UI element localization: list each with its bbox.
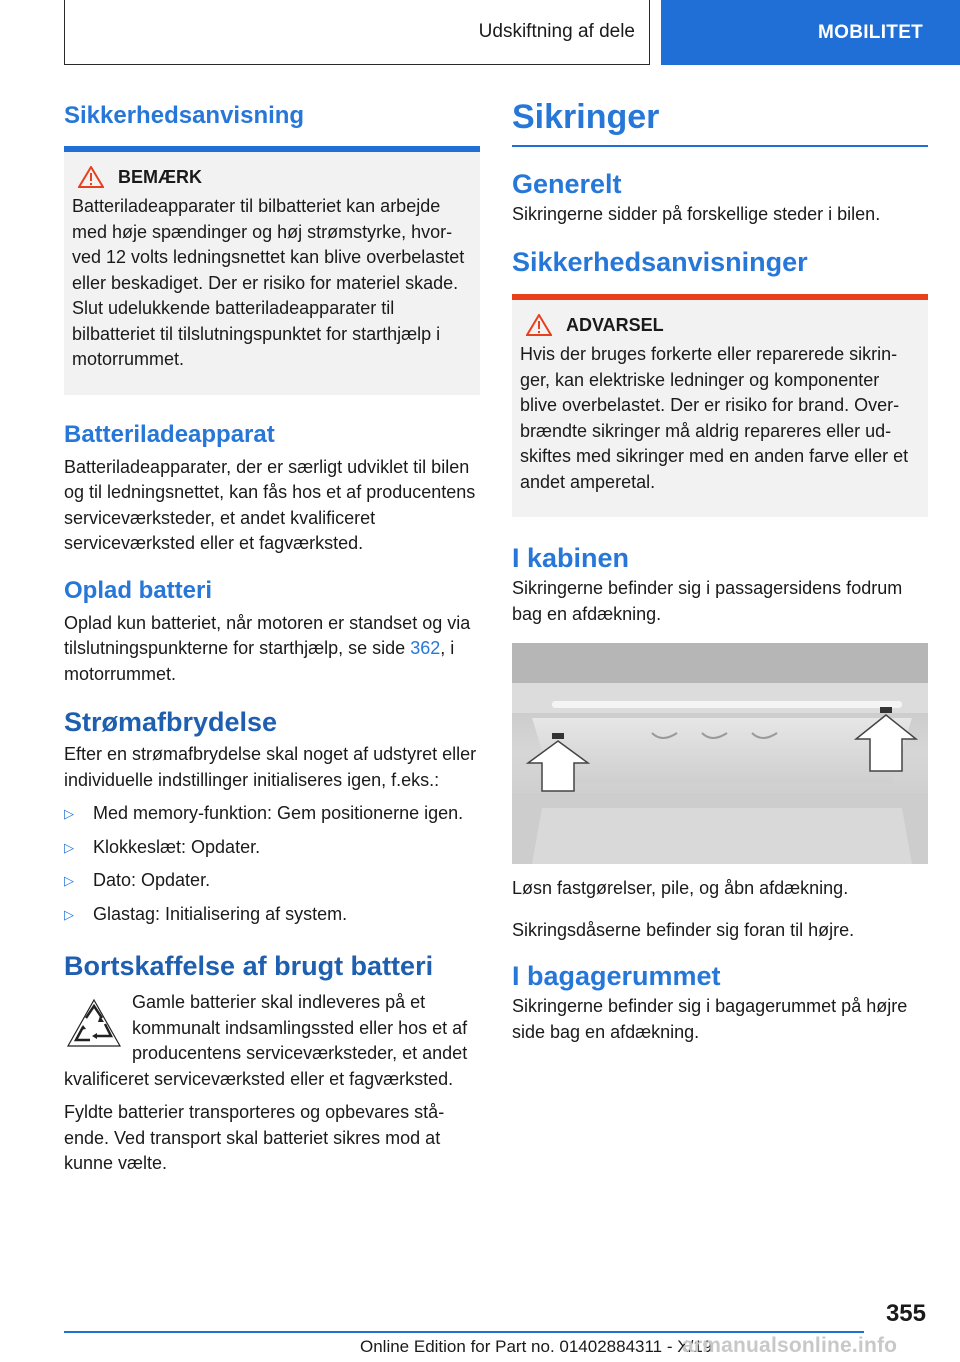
triangle-bullet-icon: ▷ (64, 906, 74, 922)
triangle-bullet-icon: ▷ (64, 806, 74, 821)
left-column (64, 98, 480, 1177)
cabin-text: Sikringerne befinder sig i passagersidens fodrum bag en afdækning. (512, 578, 903, 624)
notice-label: BEMÆRK (118, 166, 202, 187)
fuse-cover-illustration (512, 643, 928, 864)
safety-heading: Sikkerhedsanvisning (64, 102, 305, 129)
disposal-block (64, 990, 480, 1092)
fuse-cover-photo (512, 643, 928, 864)
safety-instructions-heading: Sikkerhedsanvisninger (512, 247, 808, 277)
power-list (64, 801, 480, 927)
power-text: Efter en strømafbrydelse skal noget af udstyret eller individuelle indstillinger initialiseres igen, f.eks.: (64, 744, 477, 790)
list-item (64, 835, 480, 861)
charge-text-a: Oplad kun batteriet, når motoren er standset og via tilslutningspunkterne for starthjælp, se side (64, 612, 471, 658)
transport-text: Fyldte batterier transporteres og opbevares stående. Ved transport skal batteriet sikres mod at kunne vælte. (64, 1102, 445, 1173)
footer-edition: Online Edition for Part no. 01402884311 - X/19 (360, 1337, 713, 1356)
general-heading: Generelt (512, 168, 622, 199)
photo-caption: Løsn fastgørelser, pile, og åbn afdækning. (512, 878, 849, 898)
list-item-text: Klokkeslæt: Opdater. (93, 836, 261, 857)
watermark: armanualsonline.info (682, 1334, 898, 1357)
list-item (64, 902, 480, 928)
page-link-362[interactable]: 362 (410, 638, 441, 658)
footer-rule (64, 1331, 864, 1333)
warning-box (512, 300, 928, 517)
header-chapter-tab (661, 0, 960, 65)
cabin-heading: I kabinen (512, 543, 630, 573)
list-item-text: Glastag: Initialisering af system. (93, 903, 348, 924)
charge-text (64, 611, 480, 688)
disposal-heading: Bortskaffelse af brugt batteri (64, 951, 434, 981)
recycle-icon (64, 996, 124, 1056)
list-item-text: Dato: Opdater. (93, 870, 211, 890)
general-text: Sikringerne sidder på forskellige steder i bilen. (512, 203, 881, 224)
charger-heading: Batteriladeapparat (64, 420, 275, 448)
disposal-text: Gamle batterier skal indleveres på et kommunalt indsamlingssted eller hos et af producentens serviceværksteder, et andet kvalificeret serviceværksted eller et fagværksted. (64, 992, 468, 1089)
page-number: 355 (885, 1300, 926, 1327)
warning-triangle-icon (78, 166, 104, 188)
charger-text: Batteriladeapparater, der er særligt udviklet til bilen og til ledningsnettet, kan fås hos et af producentens serviceværksteder, et andet kvalificeret serviceværksted eller et fagværksted. (64, 456, 476, 553)
notice-text: Batteriladeapparater til bilbatteriet kan arbejde med høje spændinger og høj strømstyrke, hvorved 12 volts ledningsnettet kan blive overbelastet eller beskadiget. Der er risiko for materiel skade. Slut udelukkende batteriladeapparater til bilbatteriet til tilslutningspunktet for starthjælp i motorrummet. (72, 196, 465, 369)
triangle-bullet-icon: ▷ (64, 873, 74, 888)
charge-heading: Oplad batteri (64, 576, 213, 604)
main-heading: Sikringer (512, 98, 660, 136)
header-section-title: Udskiftning af dele (478, 21, 635, 42)
notice-box (64, 152, 480, 395)
cabin-text-2: Sikringsdåserne befinder sig foran til højre. (512, 919, 855, 940)
list-item (64, 801, 480, 827)
list-item-text: Med memory-funktion: Gem positionerne igen. (93, 803, 464, 823)
trunk-heading: I bagagerummet (512, 961, 721, 991)
warning-label: ADVARSEL (566, 314, 664, 335)
power-heading: Strømafbrydelse (64, 707, 278, 737)
main-heading-rule (512, 145, 928, 147)
warning-text: Hvis der bruges forkerte eller reparerede sikringer, kan elektriske ledninger og komponenter blive overbelastet. Der er risiko for brand. Overbrændte sikringer må aldrig repareres eller udskiftes med sikringer med en anden farve eller et andet amperetal. (520, 344, 909, 492)
triangle-bullet-icon: ▷ (64, 839, 74, 855)
charge-text-b: , i motorrummet. (64, 638, 455, 684)
right-column (512, 98, 928, 1045)
notice-title (72, 166, 472, 188)
header-chapter-title: MOBILITET (818, 21, 924, 43)
trunk-text: Sikringerne befinder sig i bagagerummet på højre side bag en afdækning. (512, 996, 908, 1042)
header-section-box (64, 0, 650, 65)
warning-triangle-icon (526, 314, 552, 336)
warning-title (520, 314, 920, 336)
list-item (64, 868, 480, 894)
